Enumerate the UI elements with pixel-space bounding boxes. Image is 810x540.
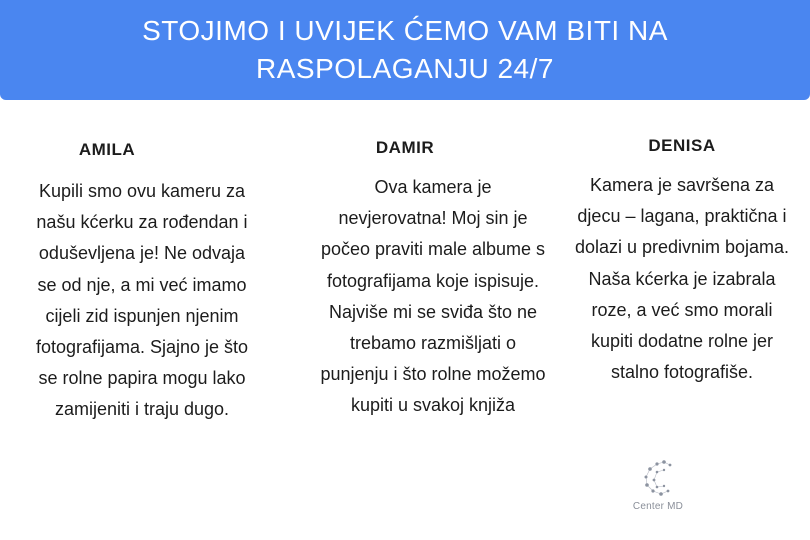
testimonial-damir (320, 138, 546, 488)
testimonial-text: Kupili smo ovu kameru za našu kćerku za rođendan i oduševljena je! Ne odvaja se od nje, a mi već imamo cijeli zid ispunjen njenim fotografijama. Sjajno je što se rolne papira mogu lako zamijeniti i traju dugo. (35, 181, 249, 420)
header-banner (0, 0, 810, 100)
testimonial-denisa (574, 136, 790, 456)
testimonial-name: DAMIR (375, 138, 435, 157)
dotted-c-logo-icon (637, 456, 679, 500)
testimonial-text: Ova kamera je nevjerovatna! Moj sin je počeo praviti male albume s fotografijama koje ispisuje. Najviše mi se sviđa što ne trebamo razmišljati o punjenju i što rolne možemo kupiti u svakoj knjiža (320, 177, 546, 416)
testimonial-amila (30, 138, 254, 518)
testimonial-text: Kamera je savršena za djecu – lagana, praktična i dolazi u predivnim bojama. Naša kćerka je izabrala roze, a već smo morali kupiti dodatne rolne jer stalno fotografiše. (574, 175, 790, 383)
banner-title: STOJIMO I UVIJEK ĆEMO VAM BITI NA RASPOLAGANJU 24/7 (142, 15, 668, 84)
company-logo (618, 456, 698, 526)
logo-text: Center MD (632, 501, 684, 512)
testimonial-name: DENISA (648, 136, 716, 155)
testimonial-name: AMILA (78, 140, 136, 159)
